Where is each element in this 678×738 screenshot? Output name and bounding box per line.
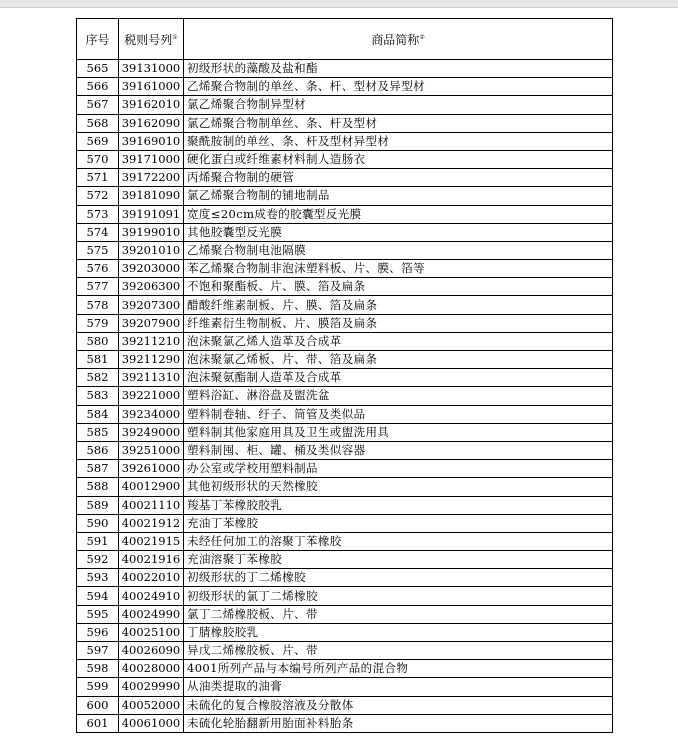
product-name: 未经任何加工的溶聚丁苯橡胶 — [184, 532, 613, 550]
row-number: 583 — [77, 387, 119, 405]
row-number: 590 — [77, 514, 119, 532]
row-number: 588 — [77, 478, 119, 496]
tariff-code: 39207300 — [119, 296, 184, 314]
table-row — [77, 405, 613, 423]
table-row — [77, 223, 613, 241]
product-name: 从油类提取的油膏 — [184, 678, 613, 696]
row-number: 594 — [77, 587, 119, 605]
row-number: 598 — [77, 660, 119, 678]
tariff-code: 39181090 — [119, 187, 184, 205]
product-name: 未硫化轮胎翻新用胎面补料胎条 — [184, 714, 613, 732]
tariff-table — [76, 18, 613, 733]
tariff-code: 39221000 — [119, 387, 184, 405]
row-number: 580 — [77, 332, 119, 350]
tariff-code: 40021915 — [119, 532, 184, 550]
product-name: 未硫化的复合橡胶溶液及分散体 — [184, 696, 613, 714]
row-number: 582 — [77, 369, 119, 387]
tariff-code: 40029990 — [119, 678, 184, 696]
tariff-code: 39234000 — [119, 405, 184, 423]
footnote-marker: ① — [172, 33, 178, 41]
table-row — [77, 369, 613, 387]
tariff-code: 39249000 — [119, 423, 184, 441]
product-name: 塑料制卷轴、纡子、筒管及类似品 — [184, 405, 613, 423]
product-name: 泡沫聚氯乙烯人造革及合成革 — [184, 332, 613, 350]
table-row — [77, 569, 613, 587]
product-name: 塑料制囤、柜、罐、桶及类似容器 — [184, 441, 613, 459]
tariff-code: 39169010 — [119, 132, 184, 150]
product-name: 氯乙烯聚合物制单丝、条、杆及型材 — [184, 114, 613, 132]
product-name: 其他胶囊型反光膜 — [184, 223, 613, 241]
row-number: 584 — [77, 405, 119, 423]
row-number: 597 — [77, 642, 119, 660]
row-number: 599 — [77, 678, 119, 696]
tariff-code: 40025100 — [119, 623, 184, 641]
tariff-code: 40026090 — [119, 642, 184, 660]
row-number: 579 — [77, 314, 119, 332]
table-row — [77, 587, 613, 605]
table-row — [77, 460, 613, 478]
tariff-code: 39162010 — [119, 96, 184, 114]
table-row — [77, 351, 613, 369]
product-name: 宽度≤20cm成卷的胶囊型反光膜 — [184, 205, 613, 223]
tariff-code: 39199010 — [119, 223, 184, 241]
product-name: 乙烯聚合物制电池隔膜 — [184, 241, 613, 259]
tariff-code: 39211310 — [119, 369, 184, 387]
row-number: 572 — [77, 187, 119, 205]
table-row — [77, 187, 613, 205]
row-number: 585 — [77, 423, 119, 441]
tariff-code: 39261000 — [119, 460, 184, 478]
product-name: 充油溶聚丁苯橡胶 — [184, 551, 613, 569]
table-row — [77, 205, 613, 223]
product-name: 丙烯聚合物制的硬管 — [184, 169, 613, 187]
tariff-code: 39251000 — [119, 441, 184, 459]
table-row — [77, 60, 613, 78]
tariff-code: 39191091 — [119, 205, 184, 223]
table-row — [77, 387, 613, 405]
product-name: 充油丁苯橡胶 — [184, 514, 613, 532]
row-number: 600 — [77, 696, 119, 714]
product-name: 氯乙烯聚合物制异型材 — [184, 96, 613, 114]
product-name: 初级形状的氯丁二烯橡胶 — [184, 587, 613, 605]
table-row — [77, 551, 613, 569]
row-number: 586 — [77, 441, 119, 459]
table-row — [77, 96, 613, 114]
table-row — [77, 132, 613, 150]
row-number: 595 — [77, 605, 119, 623]
product-name: 泡沫聚氯乙烯板、片、带、箔及扁条 — [184, 351, 613, 369]
row-number: 574 — [77, 223, 119, 241]
product-name: 泡沫聚氨酯制人造革及合成革 — [184, 369, 613, 387]
row-number: 565 — [77, 60, 119, 78]
row-number: 593 — [77, 569, 119, 587]
tariff-code: 40028000 — [119, 660, 184, 678]
table-row — [77, 241, 613, 259]
product-name: 塑料浴缸、淋浴盘及盥洗盆 — [184, 387, 613, 405]
table-row — [77, 169, 613, 187]
tariff-code: 39171000 — [119, 150, 184, 168]
table-row — [77, 532, 613, 550]
product-name: 聚酰胺制的单丝、条、杆及型材异型材 — [184, 132, 613, 150]
row-number: 567 — [77, 96, 119, 114]
row-number: 601 — [77, 714, 119, 732]
header-code: 税则号列① — [119, 19, 184, 60]
product-name: 4001所列产品与本编号所列产品的混合物 — [184, 660, 613, 678]
table-row — [77, 496, 613, 514]
table-row — [77, 296, 613, 314]
product-name: 塑料制其他家庭用具及卫生或盥洗用具 — [184, 423, 613, 441]
product-name: 氯丁二烯橡胶板、片、带 — [184, 605, 613, 623]
product-name: 氯乙烯聚合物制的铺地制品 — [184, 187, 613, 205]
row-number: 592 — [77, 551, 119, 569]
table-row — [77, 605, 613, 623]
table-row — [77, 660, 613, 678]
product-name: 硬化蛋白或纤维素材料制人造肠衣 — [184, 150, 613, 168]
tariff-code: 39211210 — [119, 332, 184, 350]
row-number: 577 — [77, 278, 119, 296]
row-number: 573 — [77, 205, 119, 223]
table-row — [77, 260, 613, 278]
table-row — [77, 150, 613, 168]
tariff-code: 39131000 — [119, 60, 184, 78]
table-row — [77, 332, 613, 350]
tariff-code: 39161000 — [119, 78, 184, 96]
product-name: 异戊二烯橡胶板、片、带 — [184, 642, 613, 660]
tariff-code: 40024990 — [119, 605, 184, 623]
row-number: 591 — [77, 532, 119, 550]
table-row — [77, 314, 613, 332]
table-row — [77, 714, 613, 732]
row-number: 578 — [77, 296, 119, 314]
window-top-bar — [0, 0, 678, 8]
table-row — [77, 78, 613, 96]
tariff-code: 40052000 — [119, 696, 184, 714]
tariff-code: 40061000 — [119, 714, 184, 732]
row-number: 566 — [77, 78, 119, 96]
row-number: 576 — [77, 260, 119, 278]
row-number: 587 — [77, 460, 119, 478]
product-name: 醋酸纤维素制板、片、膜、箔及扁条 — [184, 296, 613, 314]
table-body — [77, 60, 613, 733]
product-name: 初级形状的丁二烯橡胶 — [184, 569, 613, 587]
row-number: 571 — [77, 169, 119, 187]
header-seq: 序号 — [77, 19, 119, 60]
table-header-row — [77, 19, 613, 60]
row-number: 568 — [77, 114, 119, 132]
table-row — [77, 678, 613, 696]
table-row — [77, 696, 613, 714]
tariff-code: 39206300 — [119, 278, 184, 296]
product-name: 乙烯聚合物制的单丝、条、杆、型材及异型材 — [184, 78, 613, 96]
tariff-code: 40021110 — [119, 496, 184, 514]
row-number: 589 — [77, 496, 119, 514]
tariff-code: 39211290 — [119, 351, 184, 369]
product-name: 纤维素衍生物制板、片、膜箔及扁条 — [184, 314, 613, 332]
table-row — [77, 623, 613, 641]
table-row — [77, 478, 613, 496]
table-row — [77, 278, 613, 296]
row-number: 596 — [77, 623, 119, 641]
tariff-code: 40022010 — [119, 569, 184, 587]
table-row — [77, 514, 613, 532]
table-row — [77, 642, 613, 660]
header-name: 商品简称② — [184, 19, 613, 60]
footnote-marker: ② — [419, 33, 425, 41]
row-number: 570 — [77, 150, 119, 168]
tariff-code: 40021912 — [119, 514, 184, 532]
table-row — [77, 441, 613, 459]
product-name: 丁腈橡胶胶乳 — [184, 623, 613, 641]
product-name: 苯乙烯聚合物制非泡沫塑料板、片、膜、箔等 — [184, 260, 613, 278]
tariff-code: 39201010 — [119, 241, 184, 259]
product-name: 初级形状的藻酸及盐和酯 — [184, 60, 613, 78]
tariff-code: 40024910 — [119, 587, 184, 605]
product-name: 不饱和聚酯板、片、膜、箔及扁条 — [184, 278, 613, 296]
product-name: 羧基丁苯橡胶胶乳 — [184, 496, 613, 514]
row-number: 581 — [77, 351, 119, 369]
tariff-code: 40021916 — [119, 551, 184, 569]
tariff-code: 40012900 — [119, 478, 184, 496]
table-row — [77, 423, 613, 441]
row-number: 575 — [77, 241, 119, 259]
tariff-table-container — [76, 18, 613, 733]
product-name: 其他初级形状的天然橡胶 — [184, 478, 613, 496]
table-row — [77, 114, 613, 132]
tariff-code: 39203000 — [119, 260, 184, 278]
tariff-code: 39207900 — [119, 314, 184, 332]
row-number: 569 — [77, 132, 119, 150]
tariff-code: 39162090 — [119, 114, 184, 132]
product-name: 办公室或学校用塑料制品 — [184, 460, 613, 478]
tariff-code: 39172200 — [119, 169, 184, 187]
